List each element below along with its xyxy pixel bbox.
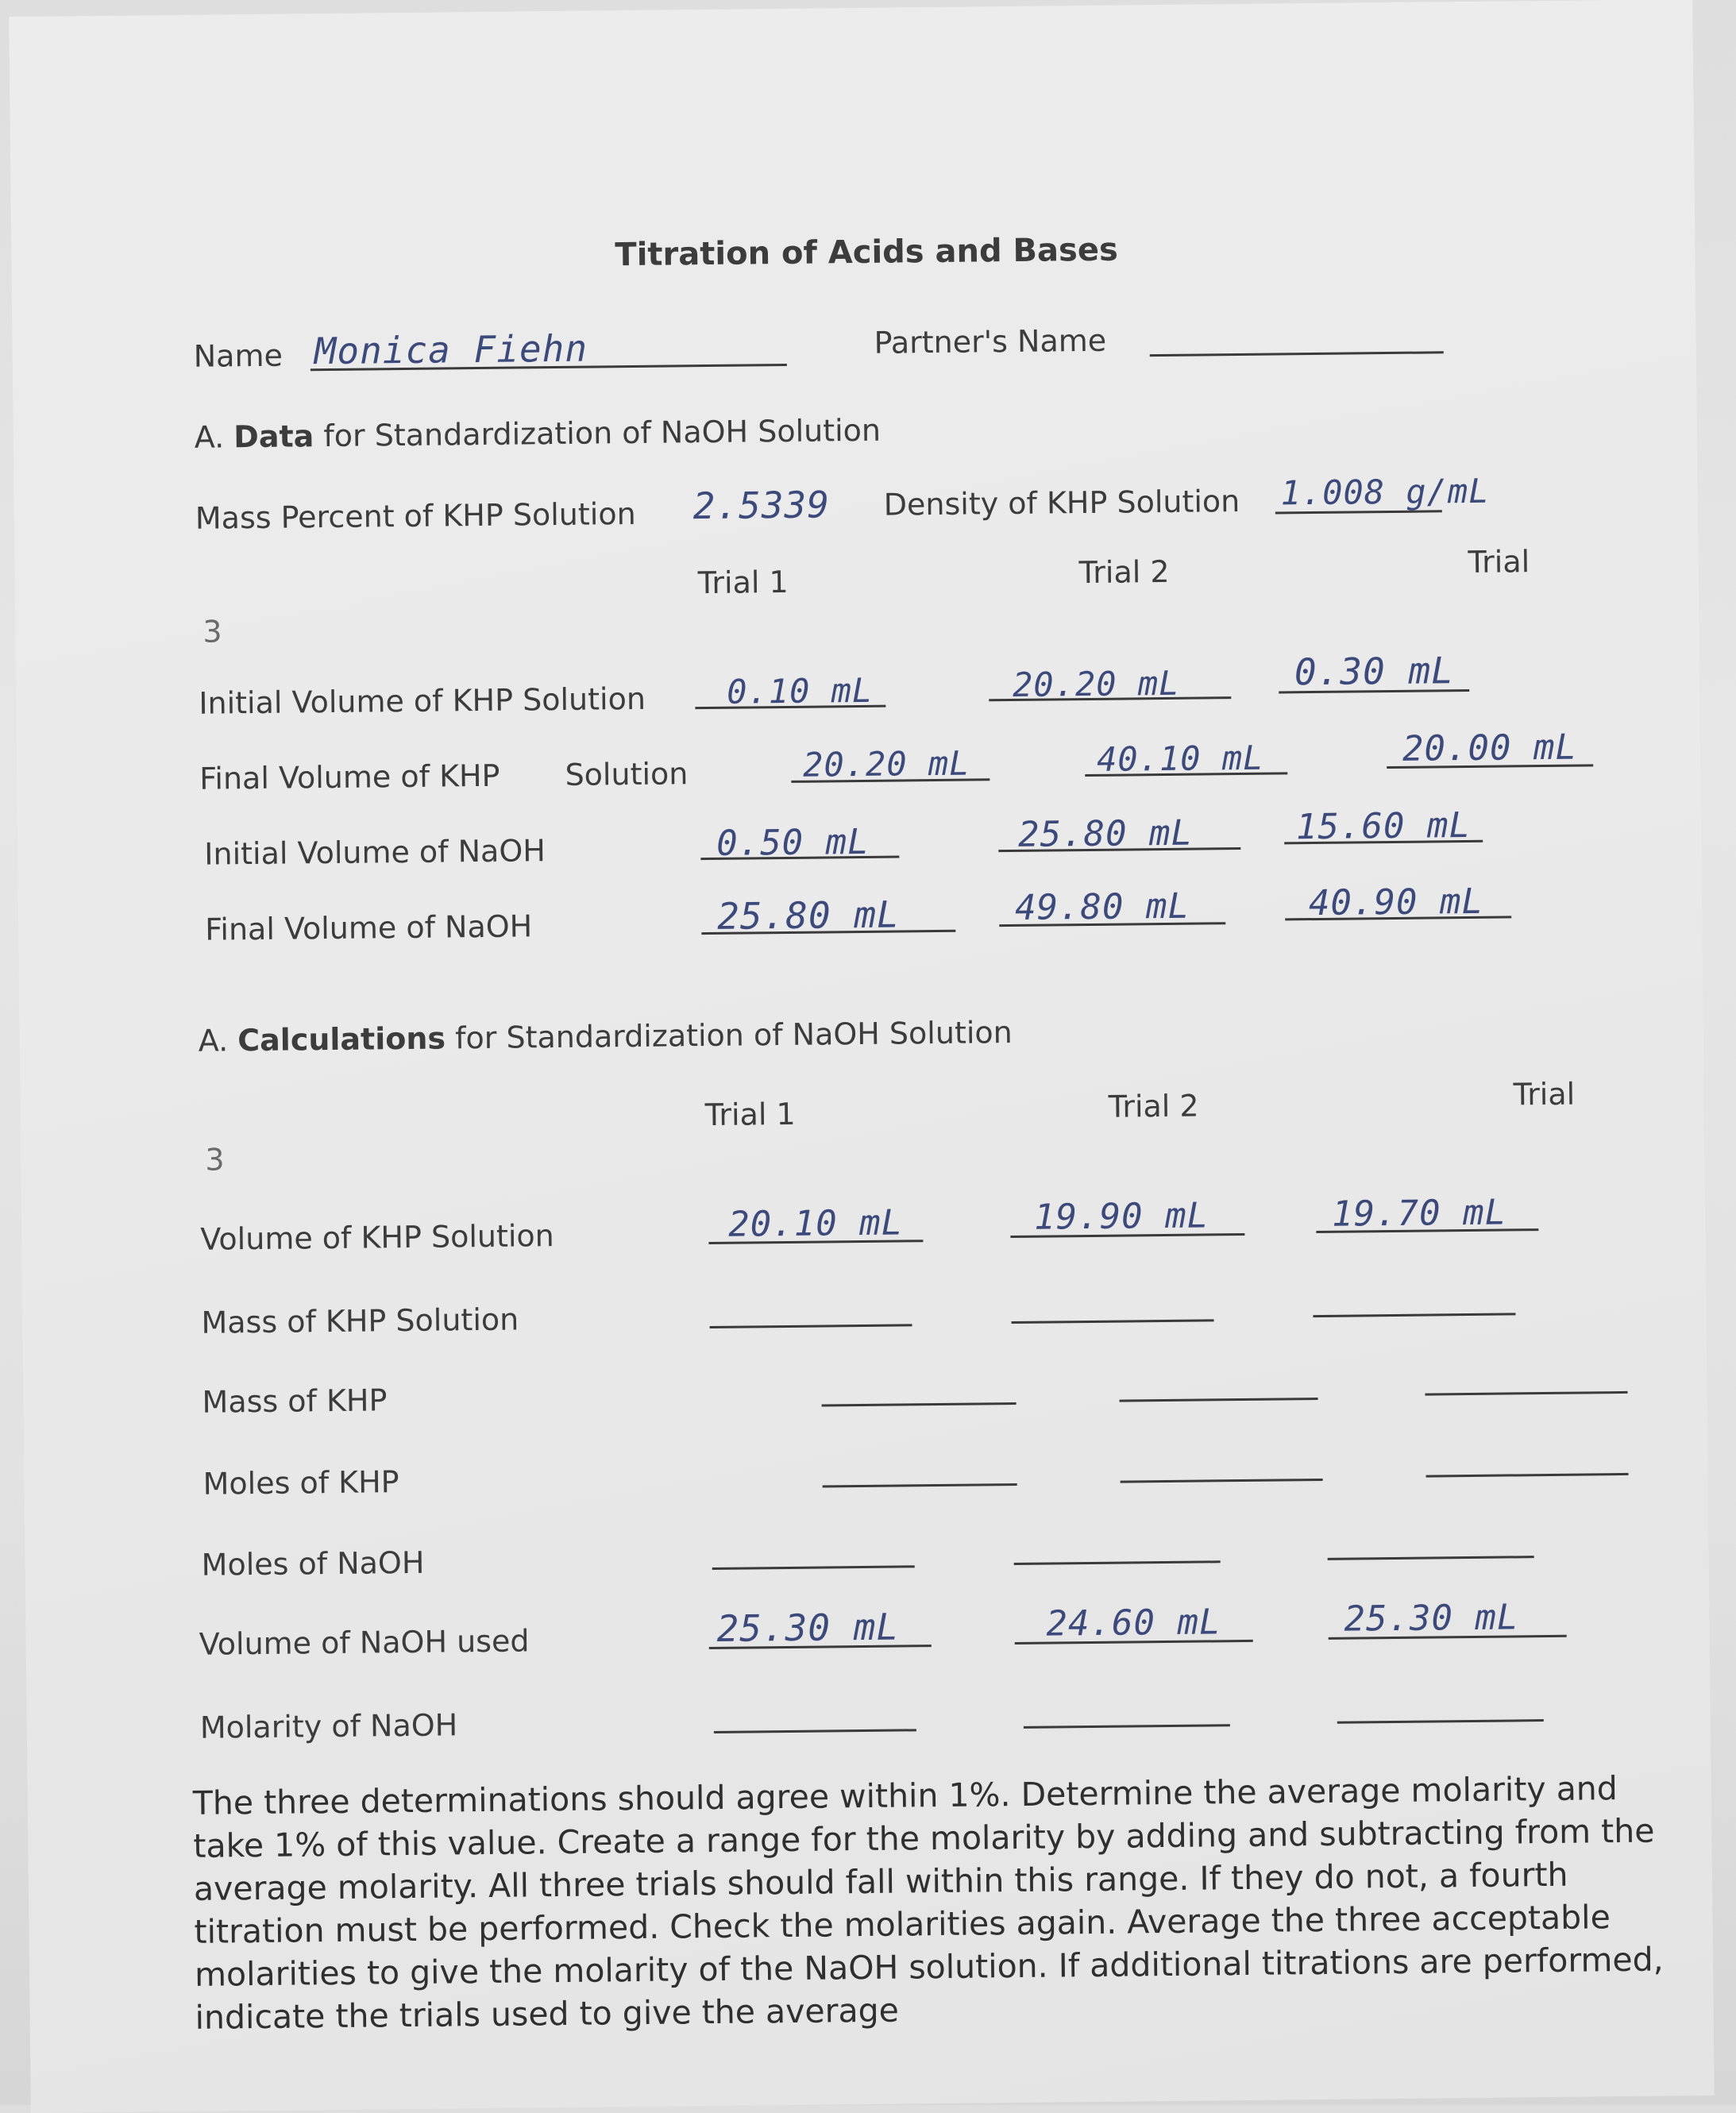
b-row-molarity-naoh-line-2 <box>1024 1724 1230 1729</box>
a-row-initial-khp-t3: 0.30 mL <box>1294 649 1455 694</box>
b-row-moles-naoh-label: Moles of NaOH <box>201 1544 425 1583</box>
b-row-molarity-naoh-label: Molarity of NaOH <box>199 1707 458 1745</box>
b-row-moles-khp-line-1 <box>823 1483 1017 1488</box>
worksheet-page <box>9 0 1715 2113</box>
instructions-paragraph: The three determinations should agree within 1%. Determine the average molarity and take 1% of this value. Create a range for the molarity by adding and subtracting from the average molarity. All three trials should fall within this range. If they do not, a fourth titration must be performed. Check the molarities again. Average the three acceptable molarities to give the molarity of the NaOH solution. If additional titrations are performed, indicate the trials used to give the average <box>192 1769 1664 2037</box>
a-trial-3-number: 3 <box>203 614 222 650</box>
a-trial-2-header: Trial 2 <box>1078 553 1170 591</box>
a-row-initial-naoh-t3: 15.60 mL <box>1295 804 1472 848</box>
section-a-heading <box>195 413 882 455</box>
page-title: Titration of Acids and Bases <box>615 231 1118 274</box>
a-row-initial-khp-t1: 0.10 mL <box>726 670 874 711</box>
b-trial-2-header: Trial 2 <box>1108 1088 1199 1124</box>
b-row-moles-naoh-line-1 <box>712 1565 915 1570</box>
b-row-moles-khp-label: Moles of KHP <box>203 1464 399 1502</box>
b-row-mass-khp-solution-line-1 <box>710 1324 912 1328</box>
partner-label: Partner's Name <box>874 322 1107 361</box>
b-row-volume-khp-t1: 20.10 mL <box>727 1202 904 1245</box>
b-row-molarity-naoh-line-3 <box>1337 1719 1544 1724</box>
mass-percent-label: Mass Percent of KHP Solution <box>195 495 636 536</box>
b-row-moles-khp-line-2 <box>1121 1479 1323 1483</box>
section-b-rest: for Standardization of NaOH Solution <box>454 1015 1013 1056</box>
partner-underline <box>1150 351 1444 357</box>
a-trial-3-header: Trial <box>1468 544 1530 580</box>
a-row-initial-khp-t2: 20.20 mL <box>1012 663 1180 704</box>
b-row-volume-khp-t3: 19.70 mL <box>1331 1192 1507 1235</box>
mass-percent-value: 2.5339 <box>692 483 831 528</box>
section-b-prefix: A. <box>198 1023 229 1058</box>
section-b-heading <box>199 1015 1013 1058</box>
b-row-mass-khp-solution-line-2 <box>1012 1319 1214 1324</box>
b-row-volume-khp-t2: 19.90 mL <box>1033 1195 1209 1238</box>
a-row-final-naoh-label: Final Volume of NaOH <box>205 908 533 947</box>
b-row-moles-naoh-line-3 <box>1328 1556 1534 1560</box>
a-row-initial-naoh-label: Initial Volume of NaOH <box>204 833 546 872</box>
a-row-final-naoh-t3: 40.90 mL <box>1308 881 1484 924</box>
a-row-final-naoh-t1: 25.80 mL <box>716 893 900 938</box>
section-b-bold: Calculations <box>237 1020 446 1058</box>
a-trial-1-header: Trial 1 <box>697 564 789 601</box>
a-row-final-khp-t3: 20.00 mL <box>1402 727 1578 769</box>
b-row-volume-naoh-label: Volume of NaOH used <box>199 1623 530 1662</box>
b-trial-3-number: 3 <box>205 1142 225 1178</box>
name-value: Monica Fiehn <box>314 326 588 373</box>
section-a-rest: for Standardization of NaOH Solution <box>323 412 882 454</box>
b-row-volume-naoh-t2: 24.60 mL <box>1046 1602 1221 1645</box>
b-row-mass-khp-label: Mass of KHP <box>202 1382 388 1420</box>
section-a-prefix: A. <box>194 419 225 455</box>
a-row-final-khp-t1: 20.20 mL <box>802 743 970 785</box>
b-row-volume-naoh-t3: 25.30 mL <box>1344 1597 1519 1640</box>
a-row-initial-naoh-t1: 0.50 mL <box>716 821 870 864</box>
a-row-initial-khp-label: Initial Volume of KHP Solution <box>199 681 646 721</box>
a-row-final-khp-label-a: Final Volume of KHP <box>199 758 500 796</box>
b-trial-1-header: Trial 1 <box>704 1096 796 1133</box>
b-row-moles-khp-line-3 <box>1426 1473 1629 1478</box>
b-row-mass-khp-solution-line-3 <box>1313 1313 1515 1317</box>
b-row-moles-naoh-line-2 <box>1014 1560 1221 1565</box>
b-row-molarity-naoh-line-1 <box>714 1729 916 1733</box>
a-row-initial-naoh-t2: 25.80 mL <box>1017 812 1194 855</box>
a-row-final-khp-t2: 40.10 mL <box>1096 738 1264 779</box>
b-row-mass-khp-line-2 <box>1120 1398 1318 1402</box>
b-row-volume-naoh-t1: 25.30 mL <box>716 1605 900 1650</box>
name-label: Name <box>193 337 284 374</box>
b-row-volume-khp-label: Volume of KHP Solution <box>200 1218 554 1257</box>
section-a-bold: Data <box>233 418 314 455</box>
density-value: 1.008 g/mL <box>1280 471 1490 513</box>
density-label: Density of KHP Solution <box>883 483 1240 522</box>
a-row-final-naoh-t2: 49.80 mL <box>1014 885 1190 928</box>
a-row-final-khp-label-b: Solution <box>565 756 689 792</box>
b-row-mass-khp-line-1 <box>822 1402 1017 1407</box>
b-row-mass-khp-line-3 <box>1425 1391 1627 1396</box>
a-row-final-khp-label <box>199 756 689 796</box>
b-row-mass-khp-solution-label: Mass of KHP Solution <box>201 1301 519 1340</box>
b-trial-3-header: Trial <box>1513 1076 1576 1112</box>
